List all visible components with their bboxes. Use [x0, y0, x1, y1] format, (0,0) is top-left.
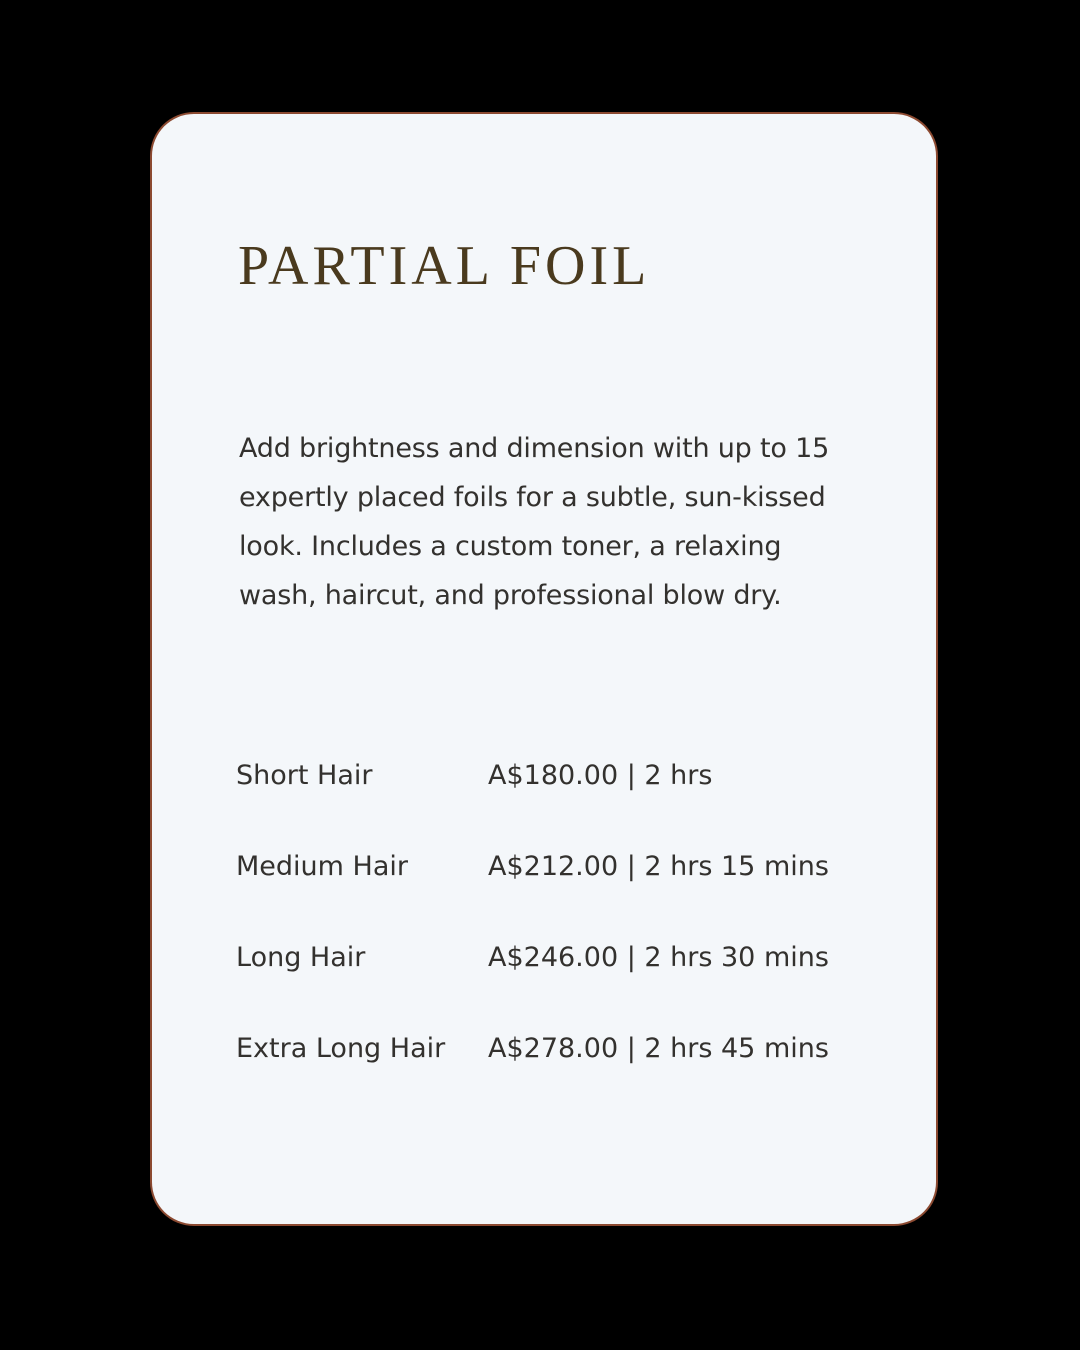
price-row-label: Extra Long Hair — [236, 1033, 446, 1064]
price-row-value: A$278.00 | 2 hrs 45 mins — [488, 1033, 829, 1064]
service-description: Add brightness and dimension with up to 15 expertly placed foils for a subtle, sun-kissed look. Includes a custom toner, a relaxing wash, haircut, and professional blow dry. — [239, 433, 830, 611]
price-row-value: A$246.00 | 2 hrs 30 mins — [488, 942, 829, 973]
table-row — [236, 942, 876, 1033]
pricing-table — [236, 760, 876, 1124]
table-row — [236, 1033, 876, 1124]
page-title: PARTIAL FOIL — [238, 235, 651, 297]
price-row-value: A$180.00 | 2 hrs — [488, 760, 713, 791]
price-row-label: Medium Hair — [236, 851, 408, 882]
service-card — [152, 114, 936, 1224]
table-row — [236, 851, 876, 942]
price-row-label: Long Hair — [236, 942, 366, 973]
price-row-value: A$212.00 | 2 hrs 15 mins — [488, 851, 829, 882]
card-content — [236, 114, 896, 1224]
table-row — [236, 760, 876, 851]
price-row-label: Short Hair — [236, 760, 373, 791]
